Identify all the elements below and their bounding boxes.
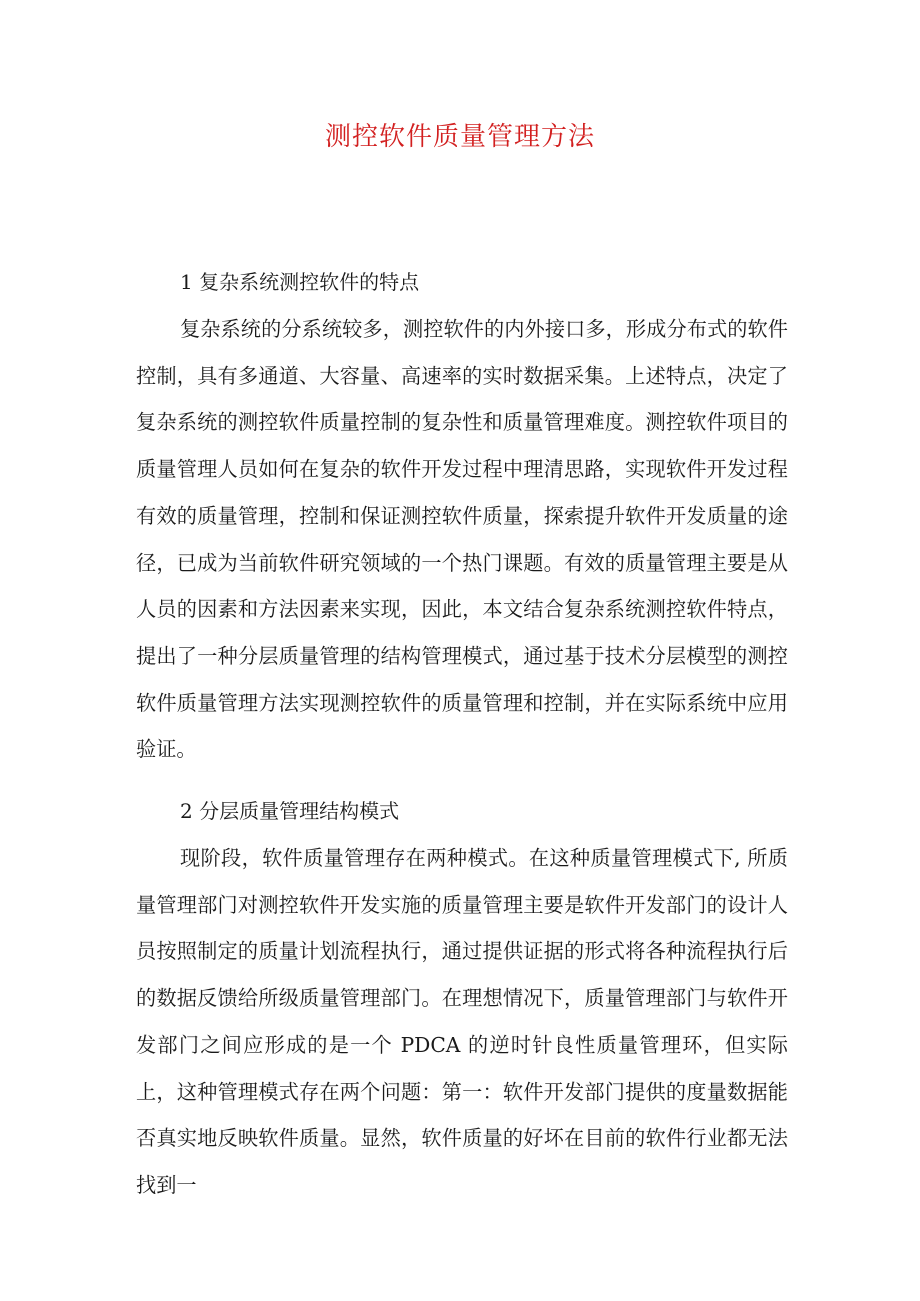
- section-paragraph: 现阶段，软件质量管理存在两种模式。在这种质量管理模式下, 所质量管理部门对测控软件开发实施的质量管理主要是软件开发部门的设计人员按照制定的质量计划流程执行，通过提供证据的形式将各种流程执行后的数据反馈给所级质量管理部门。在理想情况下，质量管理部门与软件开发部门之间应形成的是一个 PDCA 的逆时针良性质量管理环，但实际上，这种管理模式存在两个问题：第一：软件开发部门提供的度量数据能否真实地反映软件质量。显然，软件质量的好坏在目前的软件行业都无法找到一: [136, 846, 788, 1197]
- section-paragraph: 复杂系统的分系统较多，测控软件的内外接口多，形成分布式的软件控制，具有多通道、大容量、高速率的实时数据采集。上述特点，决定了复杂系统的测控软件质量控制的复杂性和质量管理难度。测控软件项目的质量管理人员如何在复杂的软件开发过程中理清思路，实现软件开发过程有效的质量管理，控制和保证测控软件质量，探索提升软件开发质量的途径，已成为当前软件研究领域的一个热门课题。有效的质量管理主要是从人员的因素和方法因素来实现，因此，本文结合复杂系统测控软件特点，提出了一种分层质量管理的结构管理模式，通过基于技术分层模型的测控软件质量管理方法实现测控软件的质量管理和控制，并在实际系统中应用验证。: [136, 317, 788, 762]
- document-title: 测控软件质量管理方法: [324, 122, 595, 152]
- section-heading: 2 分层质量管理结构模式: [180, 799, 400, 823]
- section-heading: 1 复杂系统测控软件的特点: [180, 270, 420, 294]
